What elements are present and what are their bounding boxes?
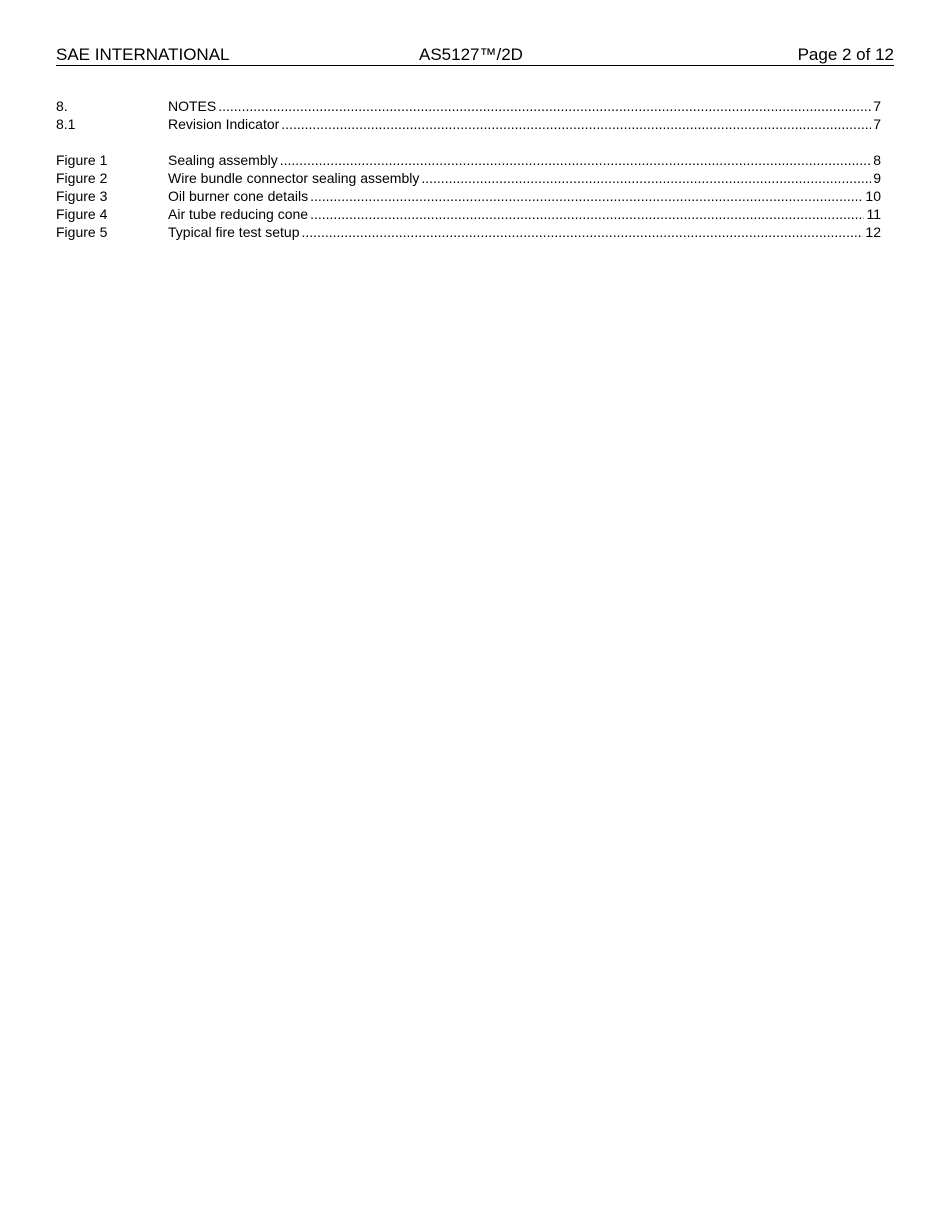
toc-number: 8.1 bbox=[56, 116, 76, 132]
toc-row-section-8 bbox=[56, 97, 881, 115]
toc-number: Figure 2 bbox=[56, 170, 108, 186]
toc-row-figure-4 bbox=[56, 205, 881, 223]
toc-row-section-8-1 bbox=[56, 115, 881, 133]
toc-row-figure-5 bbox=[56, 223, 881, 241]
toc-page-number: 7 bbox=[873, 116, 881, 132]
toc-page-number: 10 bbox=[865, 188, 881, 204]
toc-row-figure-2 bbox=[56, 169, 881, 187]
toc-title: NOTES bbox=[168, 98, 217, 114]
toc-dot-leader bbox=[281, 115, 871, 133]
header-page-label: Page 2 of 12 bbox=[797, 45, 894, 64]
table-of-contents bbox=[56, 97, 881, 259]
toc-page-number: 12 bbox=[865, 224, 881, 240]
toc-number: Figure 4 bbox=[56, 206, 108, 222]
toc-page-number: 11 bbox=[866, 206, 881, 222]
header-document-number: AS5127™/2D bbox=[419, 45, 523, 64]
toc-dot-leader bbox=[421, 169, 871, 187]
toc-dot-leader bbox=[302, 223, 864, 241]
toc-figures bbox=[56, 151, 881, 241]
toc-dot-leader bbox=[310, 187, 863, 205]
toc-number: Figure 3 bbox=[56, 188, 108, 204]
toc-title: Air tube reducing cone bbox=[168, 206, 309, 222]
toc-page-number: 7 bbox=[873, 98, 881, 114]
toc-page-number: 8 bbox=[873, 152, 881, 168]
toc-number: Figure 5 bbox=[56, 224, 108, 240]
toc-row-figure-1 bbox=[56, 151, 881, 169]
toc-title: Wire bundle connector sealing assembly bbox=[168, 170, 420, 186]
toc-title: Sealing assembly bbox=[168, 152, 278, 168]
page-header bbox=[56, 44, 894, 66]
toc-row-figure-3 bbox=[56, 187, 881, 205]
toc-sections bbox=[56, 97, 881, 133]
toc-page-number: 9 bbox=[873, 170, 881, 186]
toc-dot-leader bbox=[280, 151, 871, 169]
toc-title: Revision Indicator bbox=[168, 116, 280, 132]
toc-dot-leader bbox=[310, 205, 864, 223]
header-organization: SAE INTERNATIONAL bbox=[56, 45, 230, 64]
toc-dot-leader bbox=[218, 97, 871, 115]
toc-title: Oil burner cone details bbox=[168, 188, 309, 204]
toc-title: Typical fire test setup bbox=[168, 224, 300, 240]
toc-number: Figure 1 bbox=[56, 152, 108, 168]
toc-number: 8. bbox=[56, 98, 68, 114]
